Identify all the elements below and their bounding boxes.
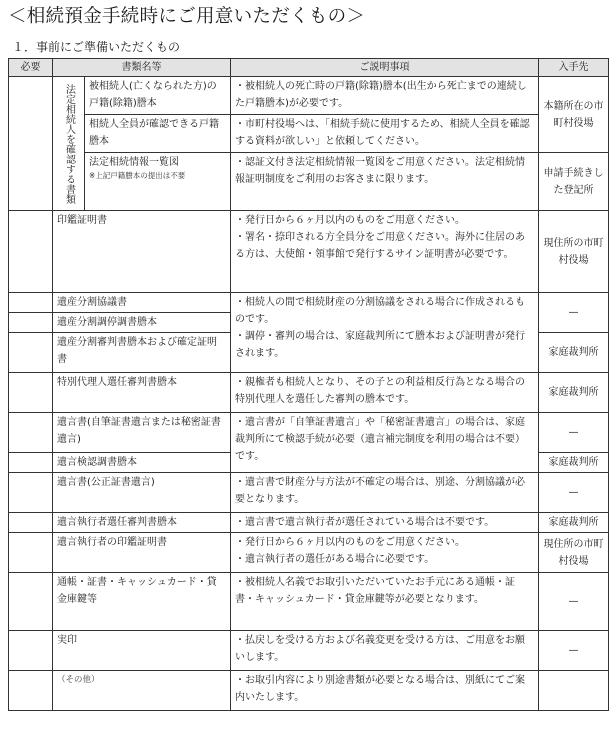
doc-name: 遺産分割審判書謄本および確定証明書 xyxy=(53,333,231,373)
doc-description: ・市町村役場へは、「相続手続に使用するため、相続人全員を確認する資料が欲しい」と依頼してください。 xyxy=(231,115,539,153)
doc-where: — xyxy=(539,573,609,631)
doc-where: 現住所の市町村役場 xyxy=(539,211,609,293)
doc-name: 実印 xyxy=(53,631,231,671)
header-where: 入手先 xyxy=(539,59,609,77)
doc-where xyxy=(539,671,609,711)
doc-description: ・親権者も相続人となり、その子との利益相反行為となる場合の特別代理人を選任した審判の謄本です。 xyxy=(231,373,539,413)
required-checkbox-cell[interactable] xyxy=(9,453,53,473)
doc-description: ・遺言書で遺言執行者が選任されている場合は不要です。 xyxy=(231,513,539,533)
doc-name: 被相続人(亡くなられた方)の戸籍(除籍)謄本 xyxy=(85,77,231,115)
doc-where: 家庭裁判所 xyxy=(539,513,609,533)
doc-name: 遺産分割調停調書謄本 xyxy=(53,313,231,333)
required-checkbox-cell[interactable] xyxy=(9,293,53,313)
table-row xyxy=(9,373,609,413)
doc-description: ・被相続人名義でお取引いただいていたお手元にある通帳・証書・キャッシュカード・貸金庫鍵等が必要となります。 xyxy=(231,573,539,631)
group-label-cell xyxy=(53,77,85,211)
table-row xyxy=(9,211,609,293)
required-checkbox-cell[interactable] xyxy=(9,671,53,711)
doc-note: ※上記戸籍謄本の提出は不要 xyxy=(89,171,186,180)
header-doc-name: 書類名等 xyxy=(53,59,231,77)
required-checkbox-cell[interactable] xyxy=(9,533,53,573)
required-checkbox-cell[interactable] xyxy=(9,313,53,333)
doc-description: ・発行日から６ヶ月以内のものをご用意ください。 ・署名・捺印される方全員分をご用意ください。海外に住居のある方は、大使館・領事館で発行するサイン証明書が必要です。 xyxy=(231,211,539,293)
required-checkbox-cell[interactable] xyxy=(9,631,53,671)
required-checkbox-cell[interactable] xyxy=(9,573,53,631)
doc-name: 相続人全員が確認できる戸籍謄本 xyxy=(85,115,231,153)
doc-description: ・払戻しを受ける方および名義変更を受ける方は、ご用意をお願いします。 xyxy=(231,631,539,671)
doc-name: 遺言書(公正証書遺言) xyxy=(53,473,231,513)
doc-name: 特別代理人選任審判書謄本 xyxy=(53,373,231,413)
header-required: 必要 xyxy=(9,59,53,77)
group-label: 法定相続人を確認する書類 xyxy=(63,83,75,204)
table-header-row xyxy=(9,59,609,77)
doc-where: — xyxy=(539,293,609,333)
doc-name: 通帳・証書・キャッシュカード・貸金庫鍵等 xyxy=(53,573,231,631)
doc-name-cell xyxy=(85,153,231,211)
required-checkbox-cell[interactable] xyxy=(9,413,53,453)
doc-description: ・相続人の間で相続財産の分割協議をされる場合に作成されるものです。 ・調停・審判の場合は、家庭裁判所にて謄本および証明書が発行されます。 xyxy=(231,293,539,373)
doc-description: ・遺言書が「自筆証書遺言」や「秘密証書遺言」の場合は、家庭裁判所にて検認手続が必要（遺言補完制度を利用の場合は不要）です。 xyxy=(231,413,539,473)
required-checkbox-cell[interactable] xyxy=(9,333,53,373)
doc-name: （その他） xyxy=(53,671,231,711)
doc-where: — xyxy=(539,631,609,671)
doc-where: 本籍所在の市町村役場 xyxy=(539,77,609,153)
doc-where: 家庭裁判所 xyxy=(539,373,609,413)
doc-description: ・認証文付き法定相続情報一覧図をご用意ください。法定相続情報証明制度をご利用のお客さまに限ります。 xyxy=(231,153,539,211)
required-checkbox-cell[interactable] xyxy=(9,77,53,211)
doc-where: 現住所の市町村役場 xyxy=(539,533,609,573)
doc-name: 遺言検認調書謄本 xyxy=(53,453,231,473)
doc-where: 申請手続きした登記所 xyxy=(539,153,609,211)
doc-where: 家庭裁判所 xyxy=(539,333,609,373)
table-row xyxy=(9,153,609,211)
doc-name: 遺言執行者の印鑑証明書 xyxy=(53,533,231,573)
required-checkbox-cell[interactable] xyxy=(9,373,53,413)
table-row xyxy=(9,115,609,153)
doc-description: ・遺言書で財産分与方法が不確定の場合は、別途、分割協議が必要となります。 xyxy=(231,473,539,513)
doc-description: ・お取引内容により別途書類が必要となる場合は、別紙にてご案内いたします。 xyxy=(231,671,539,711)
doc-name: 遺言執行者選任審判書謄本 xyxy=(53,513,231,533)
doc-name: 遺言書(自筆証書遺言または秘密証書遺言) xyxy=(53,413,231,453)
doc-where: 家庭裁判所 xyxy=(539,453,609,473)
required-checkbox-cell[interactable] xyxy=(9,473,53,513)
doc-name: 印鑑証明書 xyxy=(53,211,231,293)
table-row xyxy=(9,573,609,631)
documents-table xyxy=(8,58,609,711)
required-checkbox-cell[interactable] xyxy=(9,211,53,293)
doc-where: — xyxy=(539,413,609,453)
header-description: ご説明事項 xyxy=(231,59,539,77)
doc-where: — xyxy=(539,473,609,513)
table-row xyxy=(9,513,609,533)
doc-name: 法定相続情報一覧図 xyxy=(89,157,179,168)
required-checkbox-cell[interactable] xyxy=(9,513,53,533)
table-row xyxy=(9,293,609,313)
section-heading: １．事前にご準備いただくもの xyxy=(12,40,181,54)
doc-description: ・発行日から６ヶ月以内のものをご用意ください。 ・遺言執行者の選任がある場合に必要です。 xyxy=(231,533,539,573)
page-title: ＜相続預金手続時にご用意いただくもの＞ xyxy=(8,6,366,27)
table-row xyxy=(9,473,609,513)
table-row xyxy=(9,631,609,671)
table-row xyxy=(9,77,609,115)
table-row xyxy=(9,671,609,711)
doc-description: ・被相続人の死亡時の戸籍(除籍)謄本(出生から死亡までの連続した戸籍謄本)が必要です。 xyxy=(231,77,539,115)
table-row xyxy=(9,533,609,573)
table-row xyxy=(9,413,609,453)
doc-name: 遺産分割協議書 xyxy=(53,293,231,313)
